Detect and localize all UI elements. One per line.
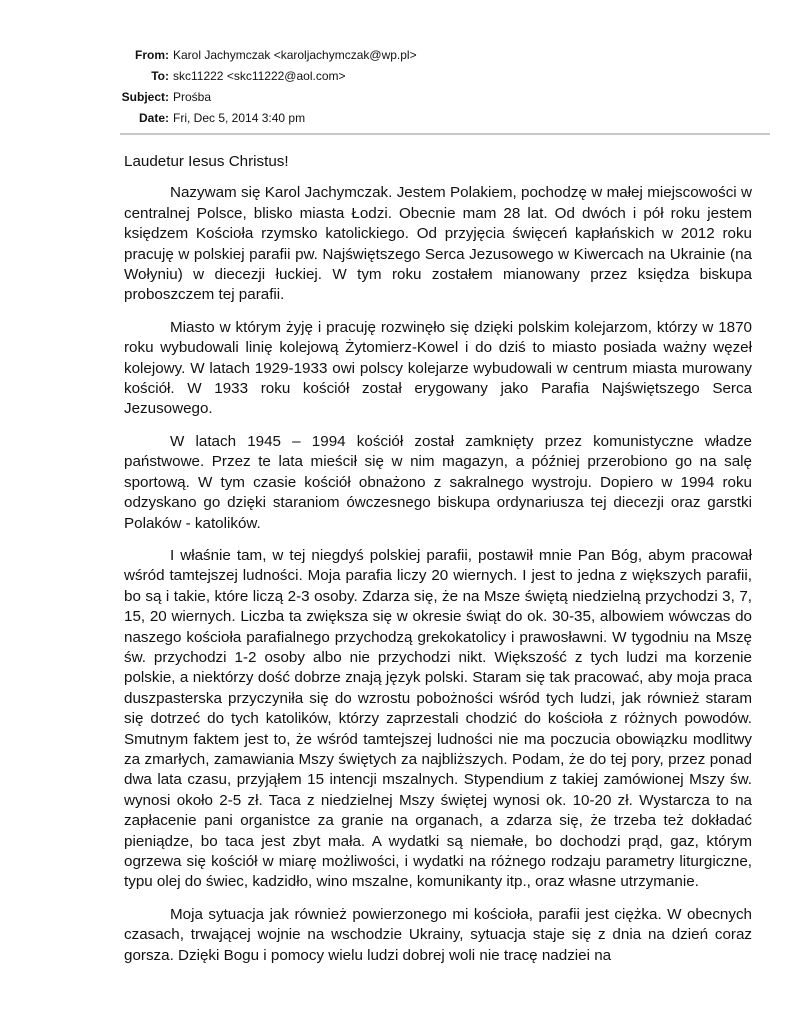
email-body bbox=[124, 147, 752, 978]
paragraph: W latach 1945 – 1994 kościół został zamknięty przez komunistyczne władze państwowe. Przez te lata mieścił się w nim magazyn, a później przerobiono go na salę sportową. W tym czasie kościół obnażono z sakralnego wystroju. Dopiero w 1994 roku odzyskano go dzięki staraniom ówczesnego biskupa ordynariusza tej diecezji oraz garstki Polaków - katolików. bbox=[124, 432, 752, 532]
subject-value: Prośba bbox=[173, 90, 212, 104]
to-row bbox=[0, 66, 791, 87]
subject-row bbox=[0, 87, 791, 108]
header-divider bbox=[120, 133, 770, 135]
from-label: From: bbox=[135, 48, 169, 62]
to-label: To: bbox=[151, 69, 169, 83]
paragraph: Nazywam się Karol Jachymczak. Jestem Polakiem, pochodzę w małej miejscowości w centralnej Polsce, blisko miasta Łodzi. Obecnie mam 28 lat. Od dwóch i pół roku jestem księdzem Kościoła rzymsko katolickiego. Od przyjęcia święceń kapłańskich w 2012 roku pracuję w polskiej parafii pw. Najświętszego Serca Jezusowego w Kiwercach na Ukrainie (na Wołyniu) w diecezji łuckiej. W tym roku zostałem mianowany przez księdza biskupa proboszczem tej parafii. bbox=[124, 184, 752, 304]
to-value: skc11222 <skc11222@aol.com> bbox=[173, 69, 346, 83]
date-value: Fri, Dec 5, 2014 3:40 pm bbox=[173, 111, 306, 125]
date-row bbox=[0, 108, 791, 129]
paragraph: I właśnie tam, w tej niegdyś polskiej parafii, postawił mnie Pan Bóg, abym pracował wśród tamtejszej ludności. Moja parafia liczy 20 wiernych. I jest to jedna z większych parafii, bo są i takie, które liczą 2-3 osoby. Zdarza się, że na Msze świętą niedzielną przychodzi 3, 7, 15, 20 wiernych. Liczba ta zwiększa się w okresie świąt do ok. 30-35, albowiem wówczas do naszego kościoła parafialnego przychodzą grekokatolicy i prawosławni. W tygodniu na Mszę św. przychodzi 1-2 osoby albo nie przychodzi nikt. Większość z tych ludzi ma korzenie polskie, a niektórzy dość dobrze znają język polski. Staram się tak pracować, aby moja praca duszpasterska przyczyniła się do wzrostu pobożności wśród tych ludzi, jak również staram się dotrzeć do tych katolików, którzy zaprzestali chodzić do kościoła z różnych powodów. Smutnym faktem jest to, że wśród tamtejszej ludności nie ma poczucia obowiązku modlitwy za zmarłych, zamawiania Mszy świętych za najbliższych. Podam, że do tej pory, przez ponad dwa lata czasu, przyjąłem 15 intencji mszalnych. Stypendium z takiej zamówionej Mszy św. wynosi około 2-5 zł. Taca z niedzielnej Mszy świętej wynosi ok. 10-20 zł. Wystarcza to na zapłacenie pani organistce za granie na organach, a zdarza się, że trzeba też dokładać pieniądze, bo taca jest zbyt mała. A wydatki są niemałe, bo dochodzi prąd, gaz, którym ogrzewa się kościół w miarę możliwości, i wydatki na różnego rodzaju parametry liturgiczne, typu olej do świec, kadzidło, wino mszalne, komunikanty itp., oraz własne utrzymanie. bbox=[124, 546, 752, 891]
date-label: Date: bbox=[138, 111, 169, 125]
greeting: Laudetur Iesus Christus! bbox=[124, 153, 289, 170]
from-value: Karol Jachymczak <karoljachymczak@wp.pl> bbox=[173, 48, 417, 62]
paragraph: Miasto w którym żyję i pracuję rozwinęło się dzięki polskim kolejarzom, którzy w 1870 roku wybudowali linię kolejową Żytomierz-Kowel i do dziś to miasto posiada ważny węzeł kolejowy. W latach 1929-1933 owi polscy kolejarze wybudowali w centrum miasta murowany kościół. W 1933 roku kościół został erygowany jako Parafia Najświętszego Serca Jezusowego. bbox=[124, 318, 752, 418]
email-header bbox=[0, 45, 791, 129]
from-row bbox=[0, 45, 791, 66]
paragraph: Moja sytuacja jak również powierzonego mi kościoła, parafii jest ciężka. W obecnych czasach, trwającej wojnie na wschodzie Ukrainy, sytuacja staje się z dnia na dzień coraz gorsza. Dzięki Bogu i pomocy wielu ludzi dobrej woli nie tracę nadziei na bbox=[124, 905, 752, 964]
subject-label: Subject: bbox=[121, 90, 169, 104]
